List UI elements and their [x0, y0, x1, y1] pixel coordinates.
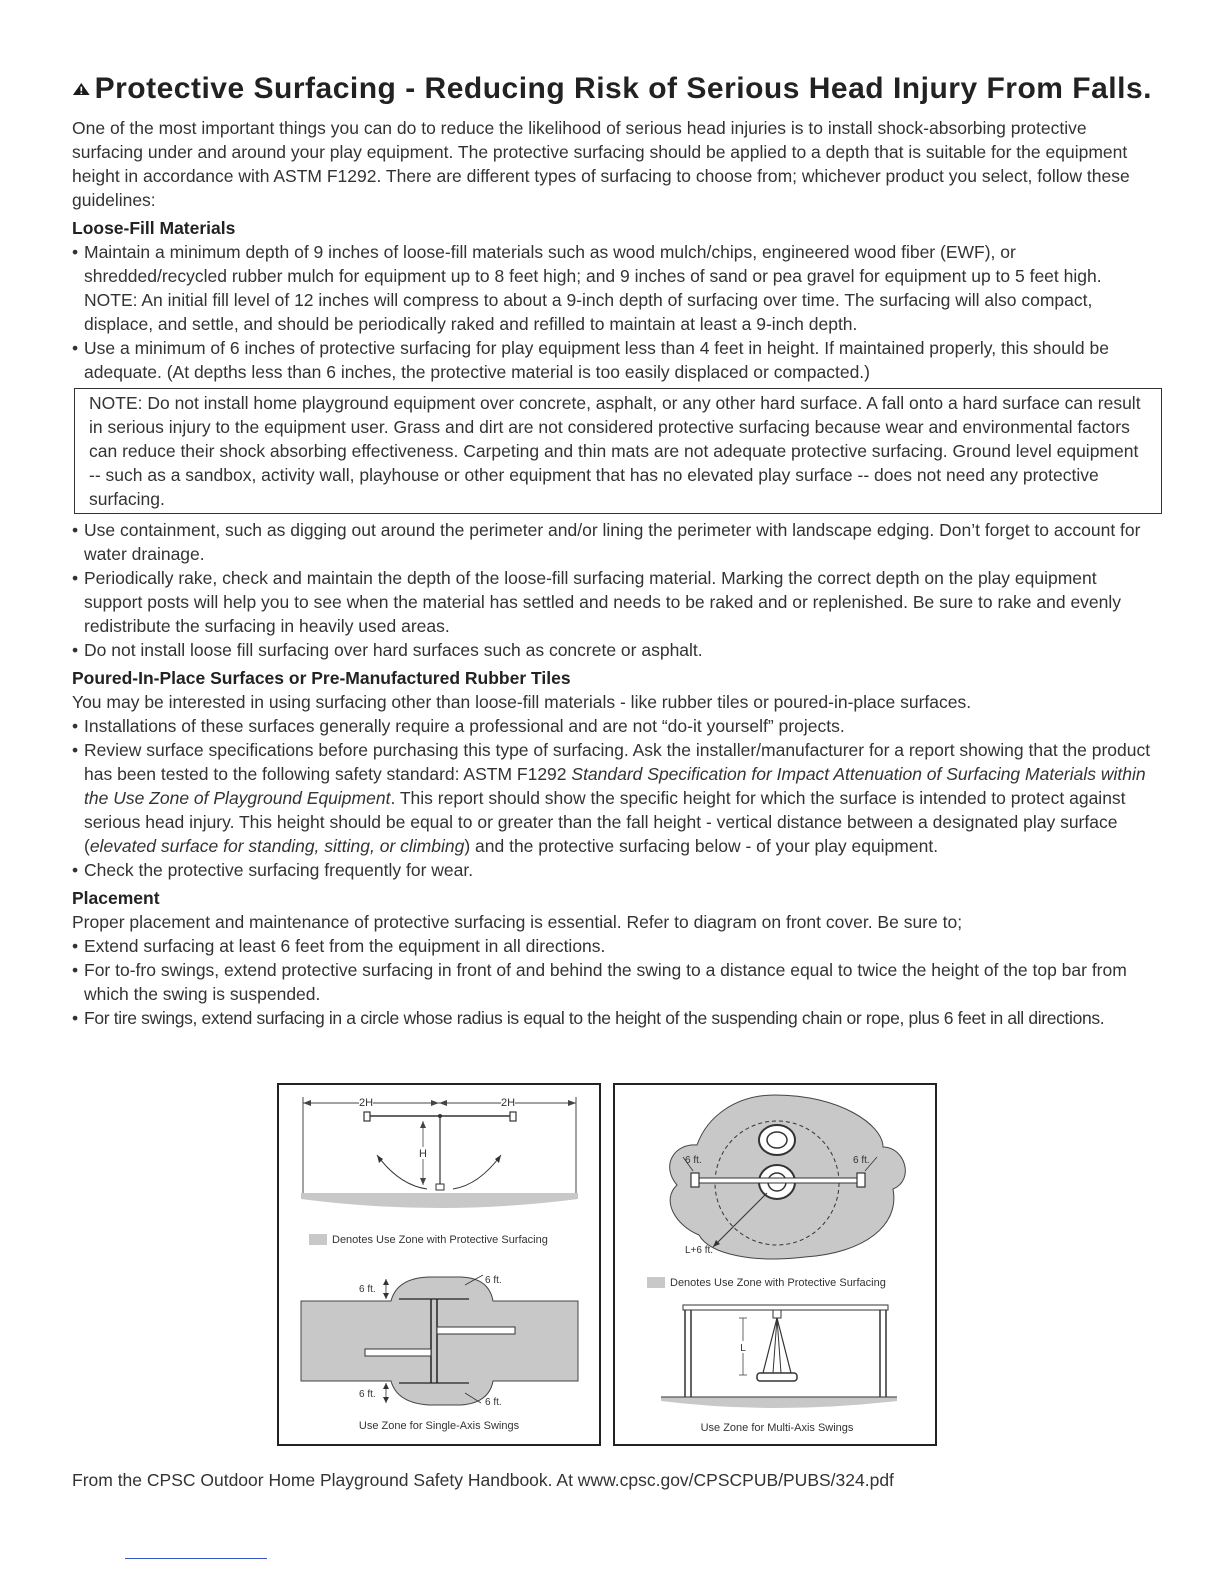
figure-caption: Use Zone for Multi-Axis Swings [700, 1422, 854, 1434]
intro-paragraph: One of the most important things you can do to reduce the likelihood of serious head injuries is to install shock-absorbing protective surfacing under and around your play equipment. The protective surfacing should be applied to a depth that is suitable for the equipment height in accordance with ASTM F1292. There are different types of surfacing to choose from; whichever product you select, follow these guidelines: [72, 118, 1130, 210]
b2-post: ) and the protective surfacing below - of your play equipment. [464, 836, 939, 856]
multi-axis-swing-figure [613, 1083, 937, 1446]
play-surface-definition: elevated surface for standing, sitting, or climbing [89, 836, 465, 856]
b2-mid: . This report should show the specific height for which the surface is intended to protect against serious head injury. This height should be equal to or greater than the fall height - vertical distance between a designated play surface ( [84, 788, 1126, 856]
list-item: • Maintain a minimum depth of 9 inches of loose-fill materials such as wood mulch/chips, engineered wood fiber (EWF), or shredded/recycled rubber mulch for equipment up to 8 feet high; and 9 inches of sand or pea gravel for equipment up to 5 feet high. NOTE: An initial fill level of 12 inches will compress to about a 9-inch depth of surfacing over time. The surfacing will also compact, displace, and settle, and should be periodically raked and refilled to maintain at least a 9-inch depth. [72, 240, 1152, 336]
list-item: • Use a minimum of 6 inches of protective surfacing for play equipment less than 4 feet in height. If maintained properly, this should be adequate. (At depths less than 6 inches, the protective material is too easily displaced or compacted.) [72, 336, 1152, 384]
placement-intro: Proper placement and maintenance of protective surfacing is essential. Refer to diagram on front cover. Be sure to; [72, 912, 963, 932]
six-ft-label: 6 ft. [485, 1275, 502, 1286]
list-item: • Extend surfacing at least 6 feet from the equipment in all directions. [72, 934, 1152, 958]
b2-pre: Review surface specifications before purchasing this type of surfacing. Ask the installer/manufacturer for a report showing that the product has been tested to the following safety standard: ASTM F1292 [84, 740, 1151, 784]
list-item: • Do not install loose fill surfacing over hard surfaces such as concrete or asphalt. [72, 638, 1152, 662]
standard-title: Standard Specification for Impact Attenuation of Surfacing Materials within the Use Zone of Playground Equipment [84, 764, 1146, 808]
legend-text: Denotes Use Zone with Protective Surfacing [670, 1277, 886, 1289]
single-axis-swing-figure [277, 1083, 601, 1446]
six-ft-label: 6 ft. [853, 1155, 870, 1166]
dim-2h-left: 2H [358, 1097, 374, 1109]
list-item: • Periodically rake, check and maintain the depth of the loose-fill surfacing material. Marking the correct depth on the play equipment support posts will help you to see when the material has settled and needs to be raked and or replenished. Be sure to rake and evenly redistribute the surfacing in heavily used areas. [72, 566, 1152, 638]
six-ft-label: 6 ft. [359, 1284, 376, 1295]
list-item: • Check the protective surfacing frequently for wear. [72, 858, 1152, 882]
six-ft-label: L+6 ft. [685, 1245, 714, 1256]
single-axis-diagram [279, 1085, 599, 1444]
poured-list [72, 714, 1152, 882]
placement-heading: Placement [72, 888, 160, 908]
loose-fill-list-a [72, 240, 1152, 384]
dim-h: H [419, 1148, 427, 1160]
page-title [72, 72, 1152, 106]
document-page [72, 72, 1152, 1030]
title-text: Protective Surfacing - Reducing Risk of Serious Head Injury From Falls. [94, 72, 1152, 105]
multi-axis-diagram [615, 1085, 935, 1444]
loose-fill-list-b [72, 518, 1152, 662]
source-citation: From the CPSC Outdoor Home Playground Safety Handbook. At www.cpsc.gov/CPSCPUB/PUBS/324.pdf [72, 1470, 894, 1490]
list-item: • Use containment, such as digging out around the perimeter and/or lining the perimeter with landscape edging. Don’t forget to account for water drainage. [72, 518, 1152, 566]
figure-caption: Use Zone for Single-Axis Swings [358, 1420, 520, 1432]
dim-2h-right: 2H [500, 1097, 516, 1109]
poured-intro: You may be interested in using surfacing other than loose-fill materials - like rubber tiles or poured-in-place surfaces. [72, 692, 972, 712]
six-ft-label: 6 ft. [485, 1397, 502, 1408]
poured-heading: Poured-In-Place Surfaces or Pre-Manufactured Rubber Tiles [72, 668, 571, 688]
list-item: • For to-fro swings, extend protective surfacing in front of and behind the swing to a distance equal to twice the height of the top bar from which the swing is suspended. [72, 958, 1152, 1006]
placement-list [72, 934, 1152, 1030]
divider [125, 1558, 267, 1559]
list-item: • For tire swings, extend surfacing in a circle whose radius is equal to the height of the suspending chain or rope, plus 6 feet in all directions. [72, 1006, 1152, 1030]
six-ft-label: 6 ft. [685, 1155, 702, 1166]
legend-text: Denotes Use Zone with Protective Surfacing [332, 1234, 548, 1246]
six-ft-label: 6 ft. [359, 1389, 376, 1400]
list-item: • Installations of these surfaces generally require a professional and are not “do-it yourself” projects. [72, 714, 1152, 738]
note-text: NOTE: Do not install home playground equipment over concrete, asphalt, or any other hard surface. A fall onto a hard surface can result in serious injury to the equipment user. Grass and dirt are not considered protective surfacing because wear and environmental factors can reduce their shock absorbing effectiveness. Carpeting and thin mats are not adequate protective surfacing. Ground level equipment -- such as a sandbox, activity wall, playhouse or other equipment that has no elevated play surface -- does not need any protective surfacing. [89, 393, 1141, 509]
dim-l: L [740, 1343, 746, 1354]
list-item [72, 738, 1152, 858]
loose-fill-heading: Loose-Fill Materials [72, 218, 236, 238]
body-content [72, 116, 1152, 1030]
warning-icon [72, 74, 91, 104]
note-box [74, 388, 1162, 514]
